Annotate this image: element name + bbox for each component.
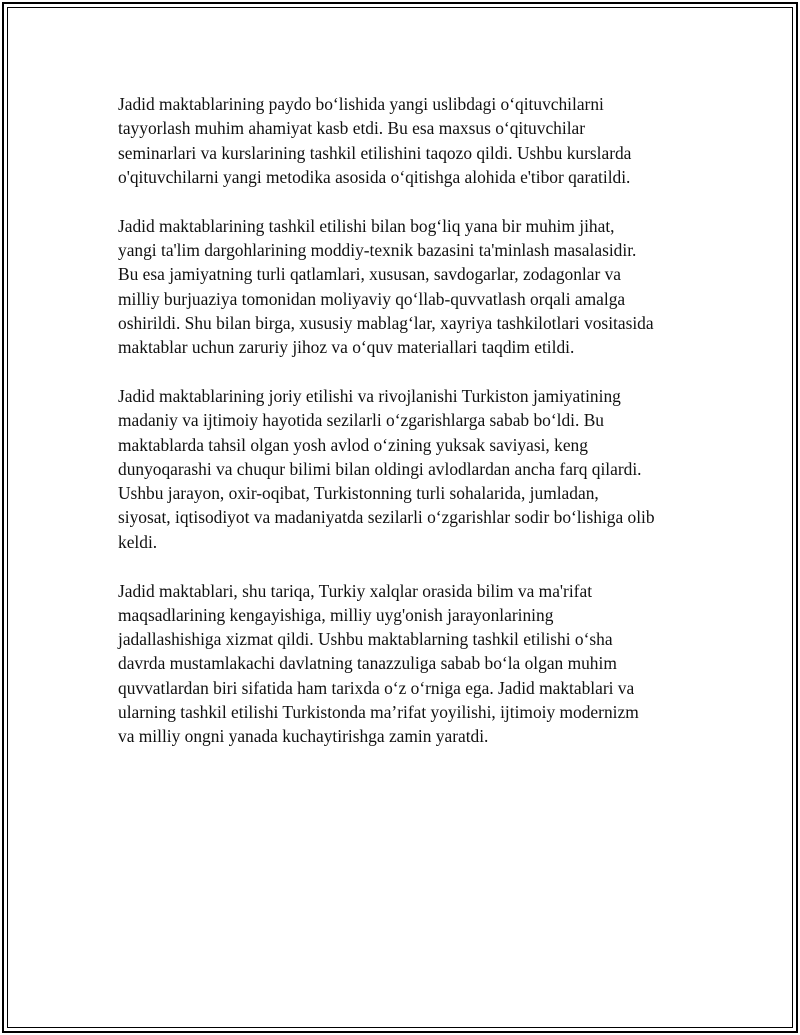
paragraph: Jadid maktablarining paydo bo‘lishida yangi uslibdagi o‘qituvchilarni tayyorlash muhim ahamiyat kasb etdi. Bu esa maxsus o‘qituvchilar seminarlari va kurslarining tashkil etilishini taqozo qildi. Ushbu kurslarda o'qituvchilarni yangi metodika asosida o‘qitishga alohida e'tibor qaratildi.	[118, 94, 632, 187]
paragraph: Jadid maktablari, shu tariqa, Turkiy xalqlar orasida bilim va ma'rifat maqsadlarining kengayishiga, milliy uyg'onish jarayonlarining jadallashishiga xizmat qildi. Ushbu maktablarning tashkil etilishi o‘sha davrda mustamlakachi davlatning tanazzuliga sabab bo‘la olgan muhim quvvatlardan biri sifatida ham tarixda o‘z o‘rniga ega. Jadid maktablari va ularning tashkil etilishi Turkistonda ma’rifat yoyilishi, ijtimoiy modernizm va milliy ongni yanada kuchaytirishga zamin yaratdi.	[118, 580, 639, 747]
document-body	[118, 92, 698, 773]
paragraph: Jadid maktablarining joriy etilishi va rivojlanishi Turkiston jamiyatining madaniy va ijtimoiy hayotida sezilarli o‘zgarishlarga sabab bo‘ldi. Bu maktablarda tahsil olgan yosh avlod o‘zining yuksak saviyasi, keng dunyoqarashi va chuqur bilimi bilan oldingi avlodlardan ancha farq qilardi. Ushbu jarayon, oxir-oqibat, Turkistonning turli sohalarida, jumladan, siyosat, iqtisodiyot va madaniyatda sezilarli o‘zgarishlar sodir bo‘lishiga olib keldi.	[118, 385, 655, 552]
paragraph: Jadid maktablarining tashkil etilishi bilan bog‘liq yana bir muhim jihat, yangi ta'lim dargohlarining moddiy-texnik bazasini ta'minlash masalasidir. Bu esa jamiyatning turli qatlamlari, xususan, savdogarlar, zodagonlar va milliy burjuaziya tomonidan moliyaviy qo‘llab-quvvatlash orqali amalga oshirildi. Shu bilan birga, xususiy mablag‘lar, xayriya tashkilotlari vositasida maktablar uchun zaruriy jihoz va o‘quv materiallari taqdim etildi.	[118, 215, 654, 358]
